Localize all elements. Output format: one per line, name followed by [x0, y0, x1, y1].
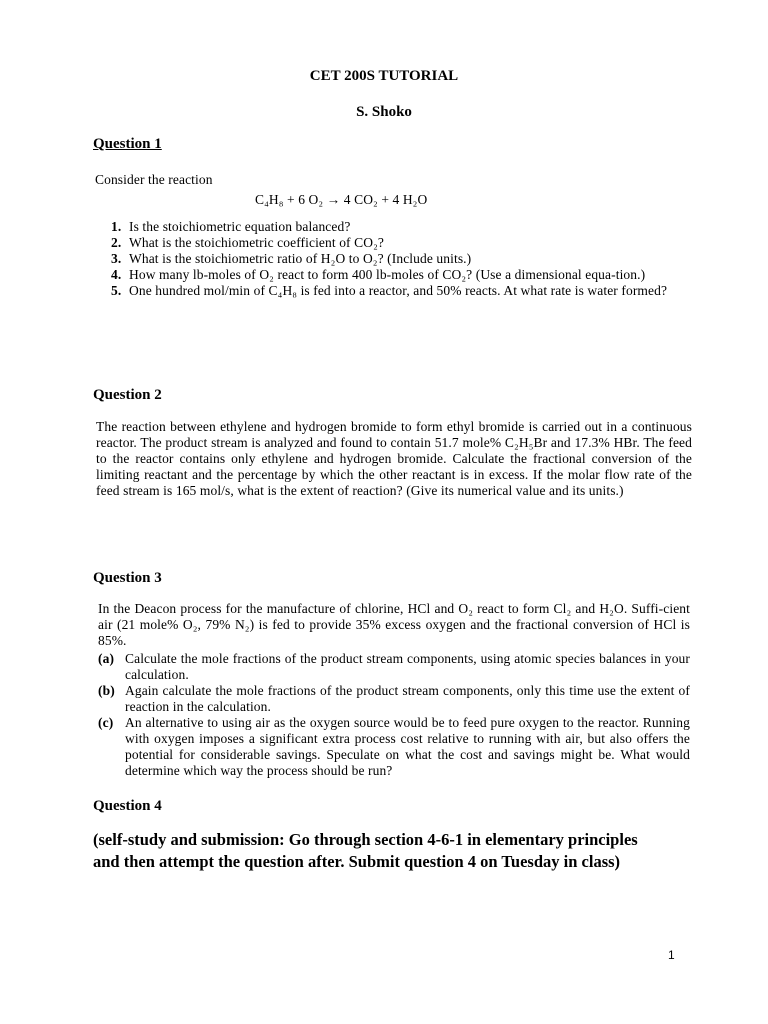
item-number: 4. — [111, 267, 122, 282]
list-item — [111, 283, 671, 299]
list-item — [111, 235, 671, 251]
document-title: CET 200S TUTORIAL — [309, 68, 459, 84]
question-2-text: The reaction between ethylene and hydrogen bromide to form ethyl bromide is carried out in a continuous reactor. The product stream is analyzed and found to contain 51.7 mole% C₂H₅Br and 17.3% HBr. The feed to the reactor contains only ethylene and hydrogen bromide. Calculate the fractional conversion of the limiting reactant and the percentage by which the other reactant is in excess. If the molar flow rate of the feed stream is 165 mol/s, what is the extent of reaction? (Give its numerical value and its units.) — [96, 419, 692, 498]
item-text: What is the stoichiometric ratio of H₂O to O₂? (Include units.) — [129, 251, 472, 266]
list-item — [111, 219, 671, 235]
question-3-heading: Question 3 — [93, 570, 162, 586]
item-number: 1. — [111, 219, 122, 234]
page-number: 1 — [668, 948, 675, 962]
part-text: An alternative to using air as the oxygen source would be to feed pure oxygen to the reactor. Running with oxygen imposes a significant extra process cost relative to running with air, but also offers the potential for considerable savings. Speculate on what the cost and savings might be. What would determine which way the process should be run? — [125, 715, 690, 778]
list-item — [111, 251, 671, 267]
item-text: How many lb-moles of O₂ react to form 400 lb-moles of CO₂? (Use a dimensional equa-tion.) — [129, 267, 646, 282]
part-text: Again calculate the mole fractions of the product stream components, only this time use the extent of reaction in the calculation. — [125, 683, 690, 714]
item-number: 5. — [111, 283, 122, 298]
question-1-heading: Question 1 — [93, 136, 162, 152]
item-number: 2. — [111, 235, 122, 250]
question-1-intro: Consider the reaction — [95, 172, 213, 187]
item-text: One hundred mol/min of C₄H₈ is fed into a reactor, and 50% reacts. At what rate is water formed? — [129, 283, 668, 298]
part-label: (b) — [98, 683, 115, 698]
item-text: Is the stoichiometric equation balanced? — [129, 219, 351, 234]
list-item — [111, 267, 671, 283]
list-item — [98, 683, 690, 715]
part-label: (c) — [98, 715, 114, 730]
question-4-text: (self-study and submission: Go through section 4-6-1 in elementary principles and then attempt the question after. Submit question 4 on Tuesday in class) — [93, 830, 638, 871]
part-label: (a) — [98, 651, 115, 666]
reaction-equation: C₄H₈ + 6 O₂ → 4 CO₂ + 4 H₂O — [255, 192, 428, 207]
question-3-parts — [98, 651, 690, 779]
question-4-heading: Question 4 — [93, 798, 162, 814]
item-number: 3. — [111, 251, 122, 266]
question-1-list — [111, 219, 671, 299]
question-2-heading: Question 2 — [93, 387, 162, 403]
list-item — [98, 715, 690, 779]
part-text: Calculate the mole fractions of the product stream components, using atomic species balances in your calculation. — [125, 651, 690, 682]
item-text: What is the stoichiometric coefficient of CO₂? — [129, 235, 384, 250]
list-item — [98, 651, 690, 683]
question-3-intro: In the Deacon process for the manufacture of chlorine, HCl and O₂ react to form Cl₂ and H₂O. Suffi-cient air (21 mole% O₂, 79% N₂) is fed to provide 35% excess oxygen and the fractional conversion of HCl is 85%. — [98, 601, 690, 648]
author-name: S. Shoko — [356, 104, 412, 120]
